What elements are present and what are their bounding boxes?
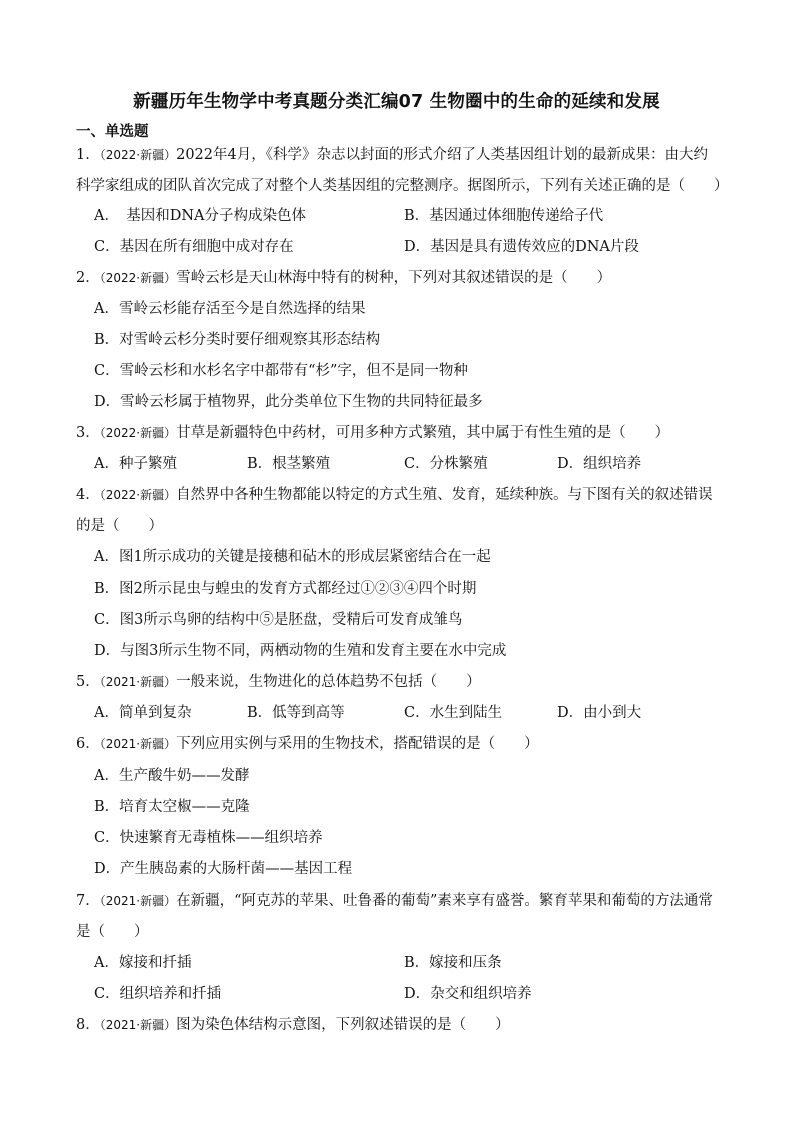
option-c: C．快速繁育无毒植株——组织培养 [94,830,323,846]
option-c: C．雪岭云杉和水杉名字中都带有“杉”字，但不是同一物种 [94,363,468,379]
option-a: A． 基因和DNA分子构成染色体 [94,208,307,224]
question-source: （2022·新疆） [99,426,177,440]
option-d: D．组织培养 [557,456,642,472]
option-b: B．低等到高等 [247,705,345,721]
option-d: D．杂交和组织培养 [404,986,532,1002]
option-d: D．基因是具有遗传效应的DNA片段 [404,239,639,255]
question-source: （2021·新疆） [99,894,177,908]
option-b: B．嫁接和压条 [404,955,502,971]
option-b: B．培育太空椒——克隆 [94,799,250,815]
question-1: 1．（2022·新疆）2022年4月，《科学》杂志以封面的形式介绍了人类基因组计划的最新成果：由大约 [76,147,708,163]
question-source: （2021·新疆） [99,1018,177,1032]
option-b: B．图2所示昆虫与蝗虫的发育方式都经过①②③④四个时期 [94,581,477,597]
question-7: 7．（2021·新疆）在新疆，“阿克苏的苹果、吐鲁番的葡萄”素来享有盛誉。繁育苹果和葡萄的方法通常 [76,893,713,909]
option-c: C．水生到陆生 [404,705,503,721]
option-d: D．与图3所示生物不同，两栖动物的生殖和发育主要在水中完成 [94,643,507,659]
option-b: B．根茎繁殖 [247,456,331,472]
option-d: D．雪岭云杉属于植物界，此分类单位下生物的共同特征最多 [94,394,483,410]
question-4-line-2: 的是（ ） [76,518,163,534]
question-4: 4．（2022·新疆）自然界中各种生物都能以特定的方式生殖、发育，延续种族。与下图有关的叙述错误 [76,487,713,503]
option-c: C．基因在所有细胞中成对存在 [94,239,294,255]
option-a: A．嫁接和扦插 [94,955,192,971]
option-c: C．图3所示鸟卵的结构中⑤是胚盘，受精后可发育成雏鸟 [94,612,463,628]
question-source: （2021·新疆） [99,675,177,689]
section-heading: 一、单选题 [76,124,149,140]
option-d: D．产生胰岛素的大肠杆菌——基因工程 [94,861,353,877]
option-b: B．对雪岭云杉分类时要仔细观察其形态结构 [94,332,381,348]
option-a: A．图1所示成功的关键是接穗和砧木的形成层紧密结合在一起 [94,549,491,565]
option-a: A．种子繁殖 [94,456,177,472]
question-source: （2022·新疆） [99,148,177,162]
option-d: D．由小到大 [557,705,642,721]
question-source: （2021·新疆） [99,737,177,751]
option-a: A．雪岭云杉能存活至今是自然选择的结果 [94,301,366,317]
question-source: （2022·新疆） [99,488,177,502]
page-title: 新疆历年生物学中考真题分类汇编07 生物圈中的生命的延续和发展 [133,92,660,112]
question-7-line-2: 是（ ） [76,924,149,940]
question-3: 3．（2022·新疆）甘草是新疆特色中药材，可用多种方式繁殖，其中属于有性生殖的是（ ） [76,425,670,441]
option-a: A．生产酸牛奶——发酵 [94,768,250,784]
question-6: 6．（2021·新疆）下列应用实例与采用的生物技术，搭配错误的是（ ） [76,736,539,752]
question-1-line-2: 科学家组成的团队首次完成了对整个人类基因组的完整测序。据图所示，下列有关述正确的是（ ） [76,178,729,194]
question-source: （2022·新疆） [99,271,177,285]
option-c: C．组织培养和扦插 [94,986,222,1002]
option-a: A．简单到复杂 [94,705,192,721]
option-b: B．基因通过体细胞传递给子代 [404,208,604,224]
question-2: 2．（2022·新疆）雪岭云杉是天山林海中特有的树种，下列对其叙述错误的是（ ） [76,270,612,286]
question-8: 8．（2021·新疆）图为染色体结构示意图，下列叙述错误的是（ ） [76,1017,510,1033]
option-c: C．分株繁殖 [404,456,488,472]
question-5: 5．（2021·新疆）一般来说，生物进化的总体趋势不包括（ ） [76,674,481,690]
